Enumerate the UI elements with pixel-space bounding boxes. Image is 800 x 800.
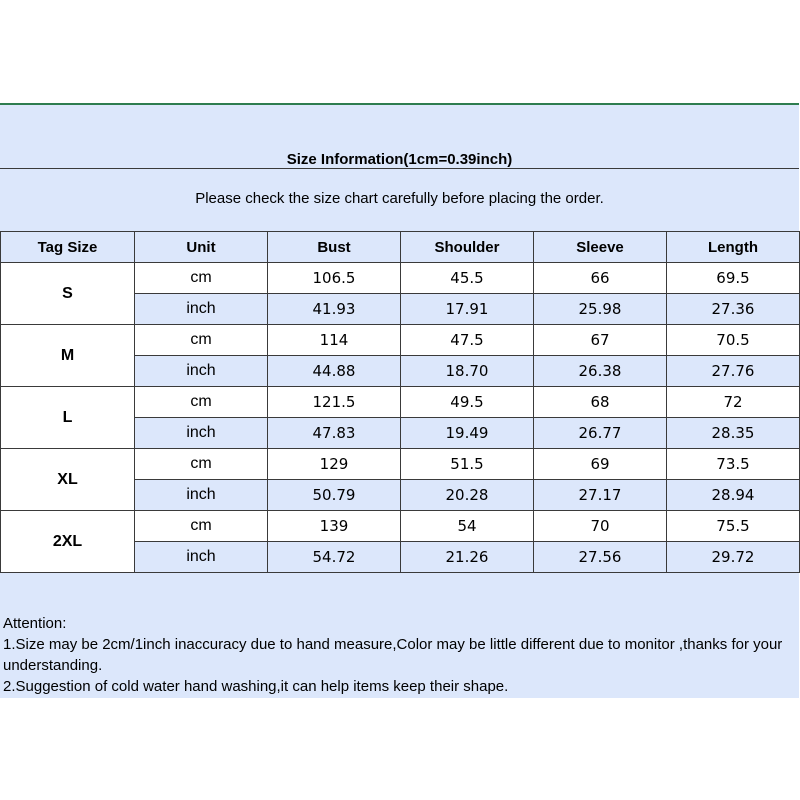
length-cell: 28.94: [667, 480, 800, 511]
length-cell: 70.5: [667, 325, 800, 356]
shoulder-cell: 19.49: [401, 418, 534, 449]
attention-heading: Attention:: [3, 615, 67, 632]
tag-size-cell: 2XL: [1, 511, 135, 573]
shoulder-cell: 54: [401, 511, 534, 542]
bust-cell: 44.88: [268, 356, 401, 387]
shoulder-cell: 45.5: [401, 263, 534, 294]
chart-title: Size Information(1cm=0.39inch): [286, 151, 513, 168]
table-row: [1, 263, 800, 294]
size-table: [0, 231, 800, 573]
shoulder-cell: 17.91: [401, 294, 534, 325]
divider: [0, 168, 799, 169]
attention-note-2: 2.Suggestion of cold water hand washing,it can help items keep their shape.: [3, 678, 509, 695]
shoulder-cell: 51.5: [401, 449, 534, 480]
bust-cell: 114: [268, 325, 401, 356]
size-chart-sheet: [0, 103, 799, 698]
shoulder-cell: 21.26: [401, 542, 534, 573]
table-row: [1, 511, 800, 542]
sleeve-cell: 66: [534, 263, 667, 294]
sleeve-cell: 68: [534, 387, 667, 418]
bust-cell: 47.83: [268, 418, 401, 449]
table-row: [1, 325, 800, 356]
bust-cell: 41.93: [268, 294, 401, 325]
length-cell: 28.35: [667, 418, 800, 449]
bust-cell: 129: [268, 449, 401, 480]
attention-notes: [3, 613, 798, 697]
shoulder-cell: 49.5: [401, 387, 534, 418]
bust-cell: 50.79: [268, 480, 401, 511]
unit-cell: inch: [135, 480, 268, 511]
unit-cell: inch: [135, 418, 268, 449]
attention-note-1: 1.Size may be 2cm/1inch inaccuracy due to hand measure,Color may be little different due to monitor ,thanks for your understanding.: [3, 636, 783, 674]
unit-cell: cm: [135, 449, 268, 480]
length-cell: 75.5: [667, 511, 800, 542]
tag-size-cell: L: [1, 387, 135, 449]
tag-size-cell: XL: [1, 449, 135, 511]
unit-cell: cm: [135, 325, 268, 356]
sleeve-cell: 70: [534, 511, 667, 542]
header-unit: Unit: [135, 232, 268, 263]
bust-cell: 139: [268, 511, 401, 542]
length-cell: 27.76: [667, 356, 800, 387]
sleeve-cell: 26.77: [534, 418, 667, 449]
unit-cell: inch: [135, 294, 268, 325]
shoulder-cell: 18.70: [401, 356, 534, 387]
sleeve-cell: 27.56: [534, 542, 667, 573]
shoulder-cell: 20.28: [401, 480, 534, 511]
table-row: [1, 387, 800, 418]
length-cell: 29.72: [667, 542, 800, 573]
header-shoulder: Shoulder: [401, 232, 534, 263]
header-bust: Bust: [268, 232, 401, 263]
bust-cell: 54.72: [268, 542, 401, 573]
tag-size-cell: S: [1, 263, 135, 325]
header-length: Length: [667, 232, 800, 263]
unit-cell: inch: [135, 356, 268, 387]
sleeve-cell: 69: [534, 449, 667, 480]
bust-cell: 121.5: [268, 387, 401, 418]
length-cell: 72: [667, 387, 800, 418]
tag-size-cell: M: [1, 325, 135, 387]
unit-cell: cm: [135, 387, 268, 418]
header-tag-size: Tag Size: [1, 232, 135, 263]
sleeve-cell: 26.38: [534, 356, 667, 387]
sleeve-cell: 25.98: [534, 294, 667, 325]
unit-cell: cm: [135, 263, 268, 294]
size-table-body: [1, 263, 800, 573]
length-cell: 27.36: [667, 294, 800, 325]
shoulder-cell: 47.5: [401, 325, 534, 356]
sleeve-cell: 67: [534, 325, 667, 356]
header-sleeve: Sleeve: [534, 232, 667, 263]
unit-cell: inch: [135, 542, 268, 573]
header-row: [1, 232, 800, 263]
length-cell: 69.5: [667, 263, 800, 294]
length-cell: 73.5: [667, 449, 800, 480]
sleeve-cell: 27.17: [534, 480, 667, 511]
unit-cell: cm: [135, 511, 268, 542]
table-row: [1, 449, 800, 480]
chart-subtitle: Please check the size chart carefully before placing the order.: [195, 190, 604, 207]
bust-cell: 106.5: [268, 263, 401, 294]
